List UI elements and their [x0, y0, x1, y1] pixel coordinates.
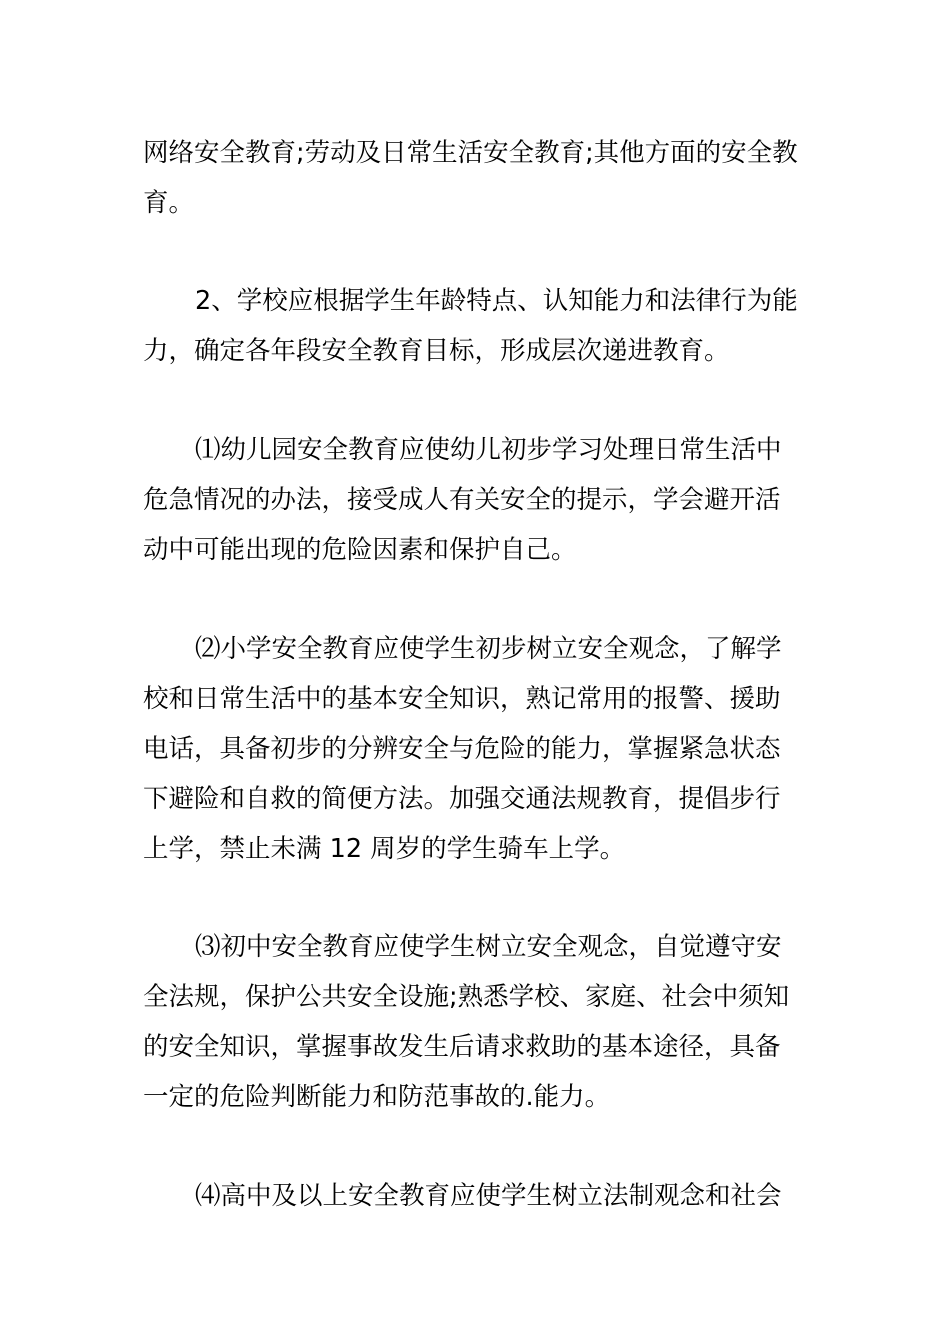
text-line: 电话，具备初步的分辨安全与危险的能力，掌握紧急状态 [143, 734, 781, 764]
text-line: 网络安全教育;劳动及日常生活安全教育;其他方面的安全教 [143, 138, 798, 168]
text-line: 2、学校应根据学生年龄特点、认知能力和法律行为能 [195, 286, 798, 316]
paragraph-kindergarten [143, 425, 807, 575]
text-line: ⑷高中及以上安全教育应使学生树立法制观念和社会 [195, 1181, 782, 1211]
text-line: ⑵小学安全教育应使学生初步树立安全观念，了解学 [195, 634, 782, 664]
paragraph-senior-high [143, 1171, 807, 1221]
text-line: 育。 [143, 188, 195, 218]
text-line: 上学，禁止未满 12 周岁的学生骑车上学。 [143, 834, 626, 864]
text-line: ⑶初中安全教育应使学生树立安全观念，自觉遵守安 [195, 932, 782, 962]
text-line: ⑴幼儿园安全教育应使幼儿初步学习处理日常生活中 [195, 435, 782, 465]
text-line: 力，确定各年段安全教育目标，形成层次递进教育。 [143, 336, 730, 366]
text-line: 一定的危险判断能力和防范事故的.能力。 [143, 1082, 611, 1112]
text-line: 危急情况的办法，接受成人有关安全的提示，学会避开活 [143, 485, 781, 515]
text-line: 动中可能出现的危险因素和保护自己。 [143, 535, 577, 565]
text-line: 的安全知识，掌握事故发生后请求救助的基本途径，具备 [143, 1032, 781, 1062]
paragraph-junior-high [143, 922, 807, 1122]
text-line: 校和日常生活中的基本安全知识，熟记常用的报警、援助 [143, 684, 781, 714]
paragraph-continuation [143, 128, 807, 228]
text-line: 全法规，保护公共安全设施;熟悉学校、家庭、社会中须知 [143, 982, 790, 1012]
paragraph-primary-school [143, 624, 807, 874]
paragraph-item-2 [143, 276, 807, 376]
text-line: 下避险和自救的简便方法。加强交通法规教育，提倡步行 [143, 784, 781, 814]
